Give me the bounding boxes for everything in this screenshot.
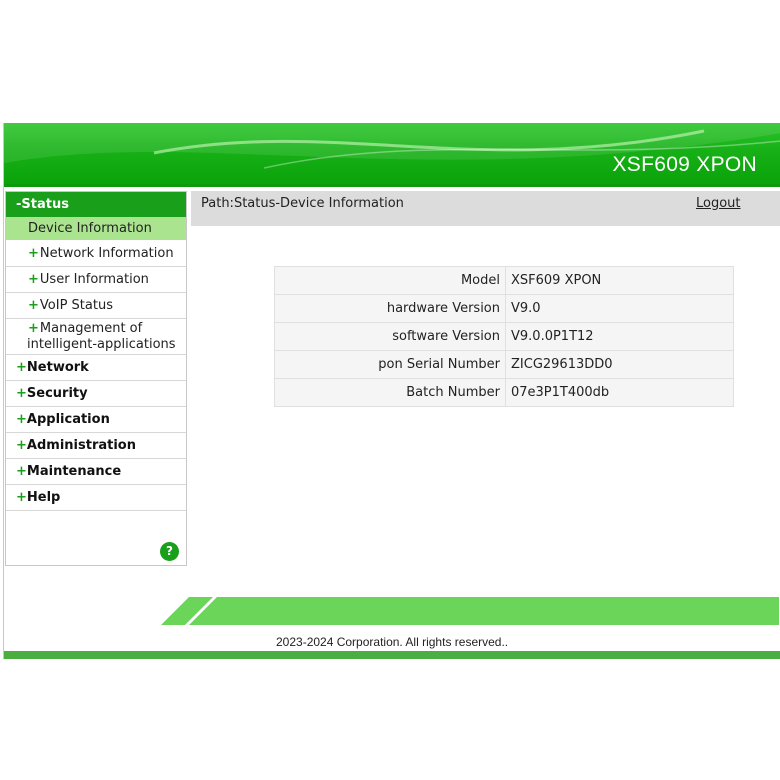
expand-plus-icon: +: [16, 360, 27, 375]
sidebar-item-label: Network: [26, 360, 89, 375]
sidebar-item-label-line2: intelligent-applications: [27, 337, 176, 352]
field-value: V9.0: [506, 295, 734, 323]
field-label: software Version: [275, 323, 506, 351]
header-banner: [4, 123, 780, 184]
sidebar-item-label: VoIP Status: [39, 298, 113, 313]
footer-bottom-line: [4, 651, 780, 659]
sidebar-item-label: Security: [26, 386, 88, 401]
field-value: V9.0.0P1T12: [506, 323, 734, 351]
sidebar-item-label-line1: Management of: [39, 321, 143, 336]
sidebar-item-network-information[interactable]: [6, 241, 186, 267]
sidebar-item-security[interactable]: [6, 381, 186, 407]
sidebar-item-network[interactable]: [6, 355, 186, 381]
sidebar-item-label: Device Information: [28, 221, 152, 236]
breadcrumb: Path:Status-Device Information: [201, 196, 404, 211]
sidebar-item-label: Application: [26, 412, 110, 427]
sidebar-item-user-information[interactable]: [6, 267, 186, 293]
sidebar-item-device-information[interactable]: [6, 217, 186, 241]
sidebar-item-administration[interactable]: [6, 433, 186, 459]
field-label: hardware Version: [275, 295, 506, 323]
table-row: [275, 351, 734, 379]
sidebar-item-status[interactable]: -Status: [6, 192, 186, 217]
expand-plus-icon: +: [28, 298, 39, 313]
page-frame: [3, 123, 780, 659]
sidebar-item-management-intelligent-apps[interactable]: [6, 319, 186, 355]
copyright-text: 2023-2024 Corporation. All rights reserved..: [276, 635, 509, 649]
expand-plus-icon: +: [16, 386, 27, 401]
sidebar-item-application[interactable]: [6, 407, 186, 433]
sidebar-item-label: Maintenance: [26, 464, 122, 479]
field-label: Batch Number: [275, 379, 506, 407]
expand-plus-icon: +: [16, 490, 27, 505]
sidebar-item-label: Help: [26, 490, 61, 505]
sidebar-item-label: Network Information: [39, 246, 174, 261]
field-label: Model: [275, 267, 506, 295]
sidebar-item-maintenance[interactable]: [6, 459, 186, 485]
expand-plus-icon: +: [16, 412, 27, 427]
expand-plus-icon: +: [16, 464, 27, 479]
sidebar-item-label: Administration: [26, 438, 136, 453]
expand-plus-icon: +: [16, 438, 27, 453]
sidebar-item-voip-status[interactable]: [6, 293, 186, 319]
header-divider: [4, 184, 780, 187]
field-value: 07e3P1T400db: [506, 379, 734, 407]
table-row: [275, 379, 734, 407]
expand-plus-icon: +: [28, 272, 39, 287]
field-value: ZICG29613DD0: [506, 351, 734, 379]
table-row: [275, 267, 734, 295]
logout-link[interactable]: Logout: [696, 196, 741, 211]
table-row: [275, 323, 734, 351]
expand-plus-icon: +: [28, 246, 39, 261]
table-row: [275, 295, 734, 323]
field-value: XSF609 XPON: [506, 267, 734, 295]
sidebar-item-help[interactable]: [6, 485, 186, 511]
help-icon[interactable]: ?: [160, 542, 179, 561]
sidebar-item-label: User Information: [39, 272, 149, 287]
sidebar-menu: [5, 191, 187, 566]
expand-plus-icon: +: [28, 321, 39, 336]
field-label: pon Serial Number: [275, 351, 506, 379]
footer-band: [161, 597, 779, 625]
breadcrumb-bar: [191, 191, 780, 226]
device-info-table: [274, 266, 734, 407]
brand-title: XSF609 XPON: [612, 153, 757, 176]
